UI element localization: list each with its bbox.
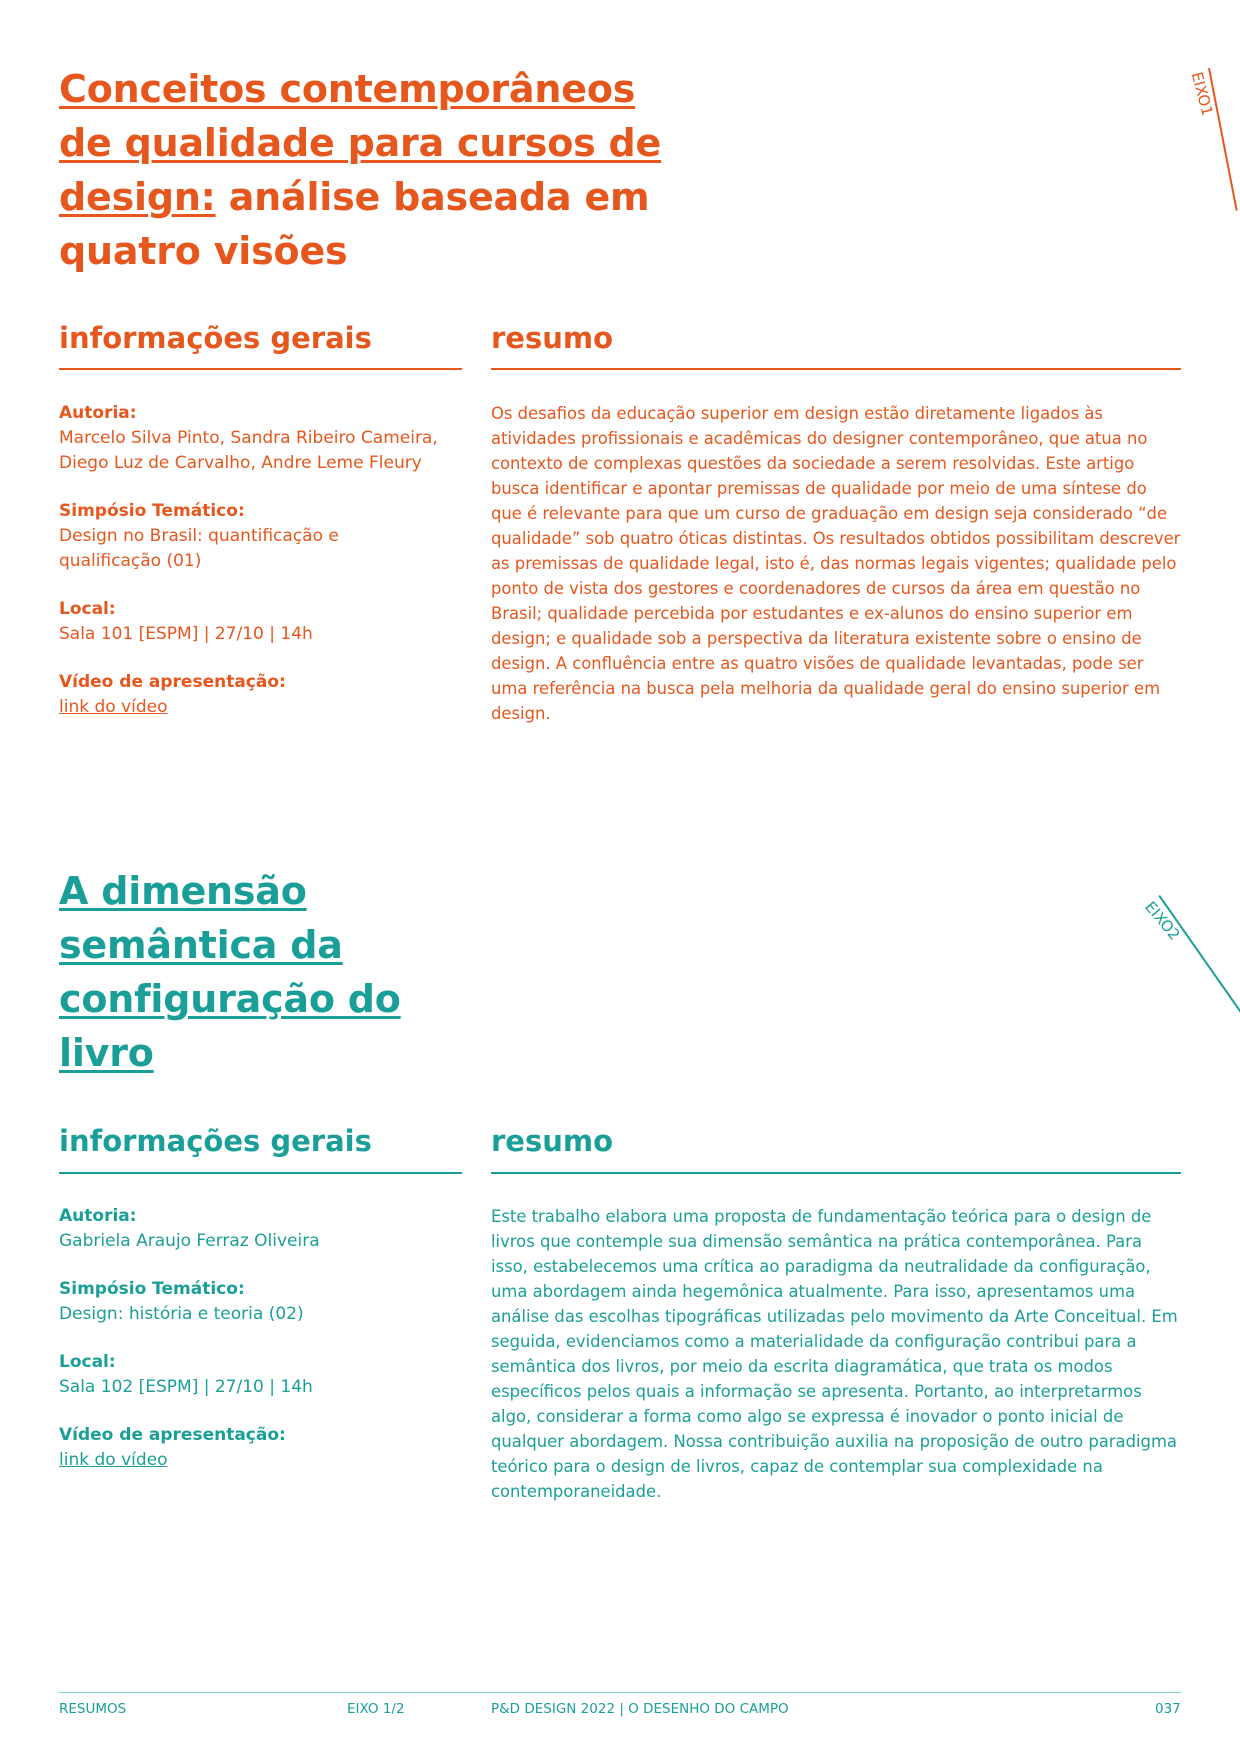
article-1-info — [59, 401, 459, 743]
symposium-label: Simpósio Temático: — [59, 501, 245, 521]
location-label: Local: — [59, 1352, 116, 1372]
footer-page-number: 037 — [1155, 1701, 1181, 1717]
article-1-title-link[interactable]: Conceitos contemporâneos de qualidade para cursos de design: — [59, 67, 662, 219]
video-block — [59, 670, 459, 720]
video-link[interactable]: link do vídeo — [59, 1450, 168, 1470]
article-2-title — [59, 864, 439, 1080]
article-2-info — [59, 1204, 459, 1496]
location-label: Local: — [59, 599, 116, 619]
article-2-info-heading: informações gerais — [59, 1124, 372, 1158]
authorship-value: Marcelo Silva Pinto, Sandra Ribeiro Cameira, Diego Luz de Carvalho, Andre Leme Fleury — [59, 428, 438, 473]
video-label: Vídeo de apresentação: — [59, 1425, 286, 1445]
authorship-label: Autoria: — [59, 403, 137, 423]
authorship-label: Autoria: — [59, 1206, 137, 1226]
article-2-abstract-rule — [491, 1172, 1181, 1174]
symposium-block — [59, 499, 459, 574]
authorship-block — [59, 401, 459, 476]
article-2-title-link[interactable]: A dimensão semântica da configuração do livro — [59, 869, 401, 1075]
article-1-abstract-heading: resumo — [491, 321, 614, 355]
article-1-title-rest: análise baseada em quatro visões — [59, 175, 650, 273]
eixo-1-label: EIXO1 — [1187, 70, 1217, 118]
article-2-info-rule — [59, 1172, 462, 1174]
eixo-1-line — [1208, 68, 1238, 211]
article-1-abstract-rule — [491, 368, 1181, 370]
location-block — [59, 597, 459, 647]
symposium-value: Design no Brasil: quantificação e qualificação (01) — [59, 526, 339, 571]
video-label: Vídeo de apresentação: — [59, 672, 286, 692]
article-1-info-heading: informações gerais — [59, 321, 372, 355]
symposium-label: Simpósio Temático: — [59, 1279, 245, 1299]
footer-publication: P&D DESIGN 2022 | O DESENHO DO CAMPO — [491, 1701, 789, 1717]
authorship-block — [59, 1204, 459, 1254]
footer-section: RESUMOS — [59, 1701, 127, 1717]
article-1-abstract: Os desafios da educação superior em design estão diretamente ligados às atividades profissionais e acadêmicas do designer contemporâneo, que atua no contexto de complexas questões da sociedade a serem resolvidas. Este artigo busca identificar e apontar premissas de qualidade por meio de uma síntese do que é relevante para que um curso de graduação em design seja considerado “de qualidade” sob quatro óticas distintas. Os resultados obtidos possibilitam descrever as premissas de qualidade legal, isto é, das normas legais vigentes; qualidade pelo ponto de vista dos gestores e coordenadores de cursos da área em questão no Brasil; qualidade percebida por estudantes e ex-alunos do ensino superior em design; e qualidade sob a perspectiva da literatura existente sobre o ensino de design. A confluência entre as quatro visões de qualidade levantadas, pode ser uma referência na busca pela melhoria da qualidade geral do ensino superior em design. — [491, 404, 1181, 723]
video-link[interactable]: link do vídeo — [59, 697, 168, 717]
article-1-info-rule — [59, 368, 462, 370]
article-2-abstract-heading: resumo — [491, 1124, 614, 1158]
eixo-2-line — [1158, 895, 1240, 1027]
location-block — [59, 1350, 459, 1400]
footer-rule — [59, 1692, 1181, 1693]
article-1-title — [59, 62, 679, 278]
eixo-2-label: EIXO2 — [1141, 898, 1184, 944]
symposium-value: Design: história e teoria (02) — [59, 1304, 304, 1324]
location-value: Sala 102 [ESPM] | 27/10 | 14h — [59, 1377, 313, 1397]
symposium-block — [59, 1277, 459, 1327]
location-value: Sala 101 [ESPM] | 27/10 | 14h — [59, 624, 313, 644]
article-2-abstract: Este trabalho elabora uma proposta de fundamentação teórica para o design de livros que contemple sua dimensão semântica na prática contemporânea. Para isso, estabelecemos uma crítica ao paradigma da neutralidade da configuração, uma abordagem ainda hegemônica atualmente. Para isso, apresentamos uma análise das escolhas tipográficas utilizadas pelo movimento da Arte Conceitual. Em seguida, evidenciamos como a materialidade da configuração contribui para a semântica dos livros, por meio da escrita diagramática, que trata os modos específicos pelos quais a informação se apresenta. Portanto, ao interpretarmos algo, considerar a forma como algo se expressa é inovador o ponto inicial de qualquer abordagem. Nossa contribuição auxilia na proposição de outro paradigma teórico para o design de livros, capaz de contemplar sua complexidade na contemporaneidade. — [491, 1207, 1178, 1501]
footer-eixo: EIXO 1/2 — [347, 1701, 405, 1717]
video-block — [59, 1423, 459, 1473]
authorship-value: Gabriela Araujo Ferraz Oliveira — [59, 1231, 320, 1251]
